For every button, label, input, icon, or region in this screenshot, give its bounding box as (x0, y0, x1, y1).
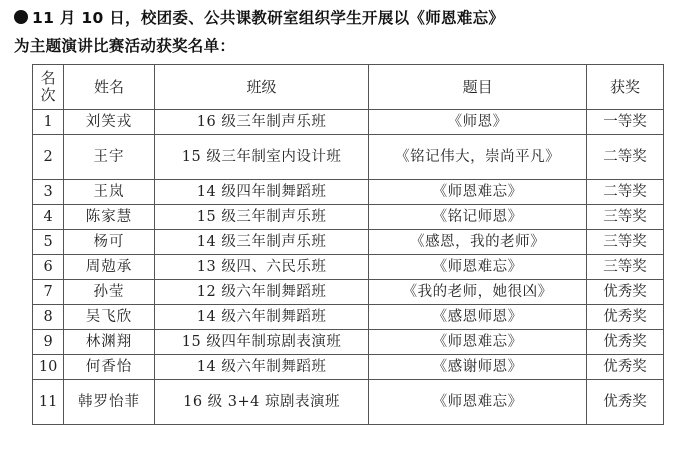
cell-class: 15 级三年制室内设计班 (154, 135, 368, 180)
table-row (33, 205, 664, 230)
cell-class: 15 级四年制琼剧表演班 (154, 330, 368, 355)
cell-award: 优秀奖 (586, 355, 663, 380)
header-name: 姓名 (64, 65, 155, 110)
cell-topic: 《师恩难忘》 (369, 180, 587, 205)
cell-topic: 《感恩师恩》 (369, 305, 587, 330)
cell-name: 周勊承 (64, 255, 155, 280)
cell-name: 杨可 (64, 230, 155, 255)
intro-text (14, 4, 664, 60)
cell-award: 二等奖 (586, 135, 663, 180)
cell-class: 15 级三年制声乐班 (154, 205, 368, 230)
cell-name: 王岚 (64, 180, 155, 205)
bullet-icon (14, 10, 28, 24)
cell-award: 优秀奖 (586, 380, 663, 425)
table-row (33, 330, 664, 355)
intro-line-1 (14, 4, 664, 32)
cell-class: 13 级四、六民乐班 (154, 255, 368, 280)
cell-rank: 3 (33, 180, 64, 205)
cell-award: 二等奖 (586, 180, 663, 205)
cell-topic: 《师恩难忘》 (369, 255, 587, 280)
cell-rank: 6 (33, 255, 64, 280)
cell-topic: 《感谢师恩》 (369, 355, 587, 380)
header-class: 班级 (154, 65, 368, 110)
table-row (33, 135, 664, 180)
cell-topic: 《铭记师恩》 (369, 205, 587, 230)
cell-rank: 8 (33, 305, 64, 330)
table-row (33, 230, 664, 255)
header-rank (33, 65, 64, 110)
cell-class: 14 级六年制舞蹈班 (154, 355, 368, 380)
cell-rank: 4 (33, 205, 64, 230)
cell-topic: 《师恩难忘》 (369, 330, 587, 355)
cell-name: 刘笑戎 (64, 110, 155, 135)
table-row (33, 355, 664, 380)
cell-topic: 《我的老师，她很凶》 (369, 280, 587, 305)
cell-rank: 9 (33, 330, 64, 355)
cell-name: 韩罗怡菲 (64, 380, 155, 425)
cell-award: 优秀奖 (586, 280, 663, 305)
cell-name: 何香怡 (64, 355, 155, 380)
intro-line-2: 为主题演讲比赛活动获奖名单： (14, 37, 236, 55)
cell-name: 林渊翔 (64, 330, 155, 355)
cell-name: 王宇 (64, 135, 155, 180)
table-row (33, 180, 664, 205)
intro-line-1-text: 11 月 10 日，校团委、公共课教研室组织学生开展以《师恩难忘》 (32, 9, 505, 27)
cell-rank: 5 (33, 230, 64, 255)
header-topic: 题目 (369, 65, 587, 110)
cell-class: 16 级三年制声乐班 (154, 110, 368, 135)
cell-class: 14 级三年制声乐班 (154, 230, 368, 255)
cell-rank: 11 (33, 380, 64, 425)
table-row (33, 255, 664, 280)
cell-award: 三等奖 (586, 230, 663, 255)
cell-topic: 《师恩难忘》 (369, 380, 587, 425)
cell-rank: 7 (33, 280, 64, 305)
header-rank-line2: 次 (40, 86, 56, 104)
cell-name: 吴飞欣 (64, 305, 155, 330)
header-rank-line1: 名 (40, 69, 56, 87)
header-award: 获奖 (586, 65, 663, 110)
table-row (33, 305, 664, 330)
table-row (33, 380, 664, 425)
cell-award: 优秀奖 (586, 305, 663, 330)
cell-topic: 《感恩，我的老师》 (369, 230, 587, 255)
table-row (33, 280, 664, 305)
table-row (33, 110, 664, 135)
cell-class: 14 级六年制舞蹈班 (154, 305, 368, 330)
table-header-row (33, 65, 664, 110)
cell-topic: 《师恩》 (369, 110, 587, 135)
cell-award: 三等奖 (586, 255, 663, 280)
cell-name: 陈家慧 (64, 205, 155, 230)
award-table (32, 64, 664, 425)
cell-rank: 2 (33, 135, 64, 180)
cell-class: 12 级六年制舞蹈班 (154, 280, 368, 305)
cell-name: 孙莹 (64, 280, 155, 305)
cell-rank: 10 (33, 355, 64, 380)
cell-award: 三等奖 (586, 205, 663, 230)
cell-topic: 《铭记伟大，崇尚平凡》 (369, 135, 587, 180)
cell-class: 16 级 3+4 琼剧表演班 (154, 380, 368, 425)
cell-rank: 1 (33, 110, 64, 135)
cell-award: 一等奖 (586, 110, 663, 135)
cell-award: 优秀奖 (586, 330, 663, 355)
cell-class: 14 级四年制舞蹈班 (154, 180, 368, 205)
